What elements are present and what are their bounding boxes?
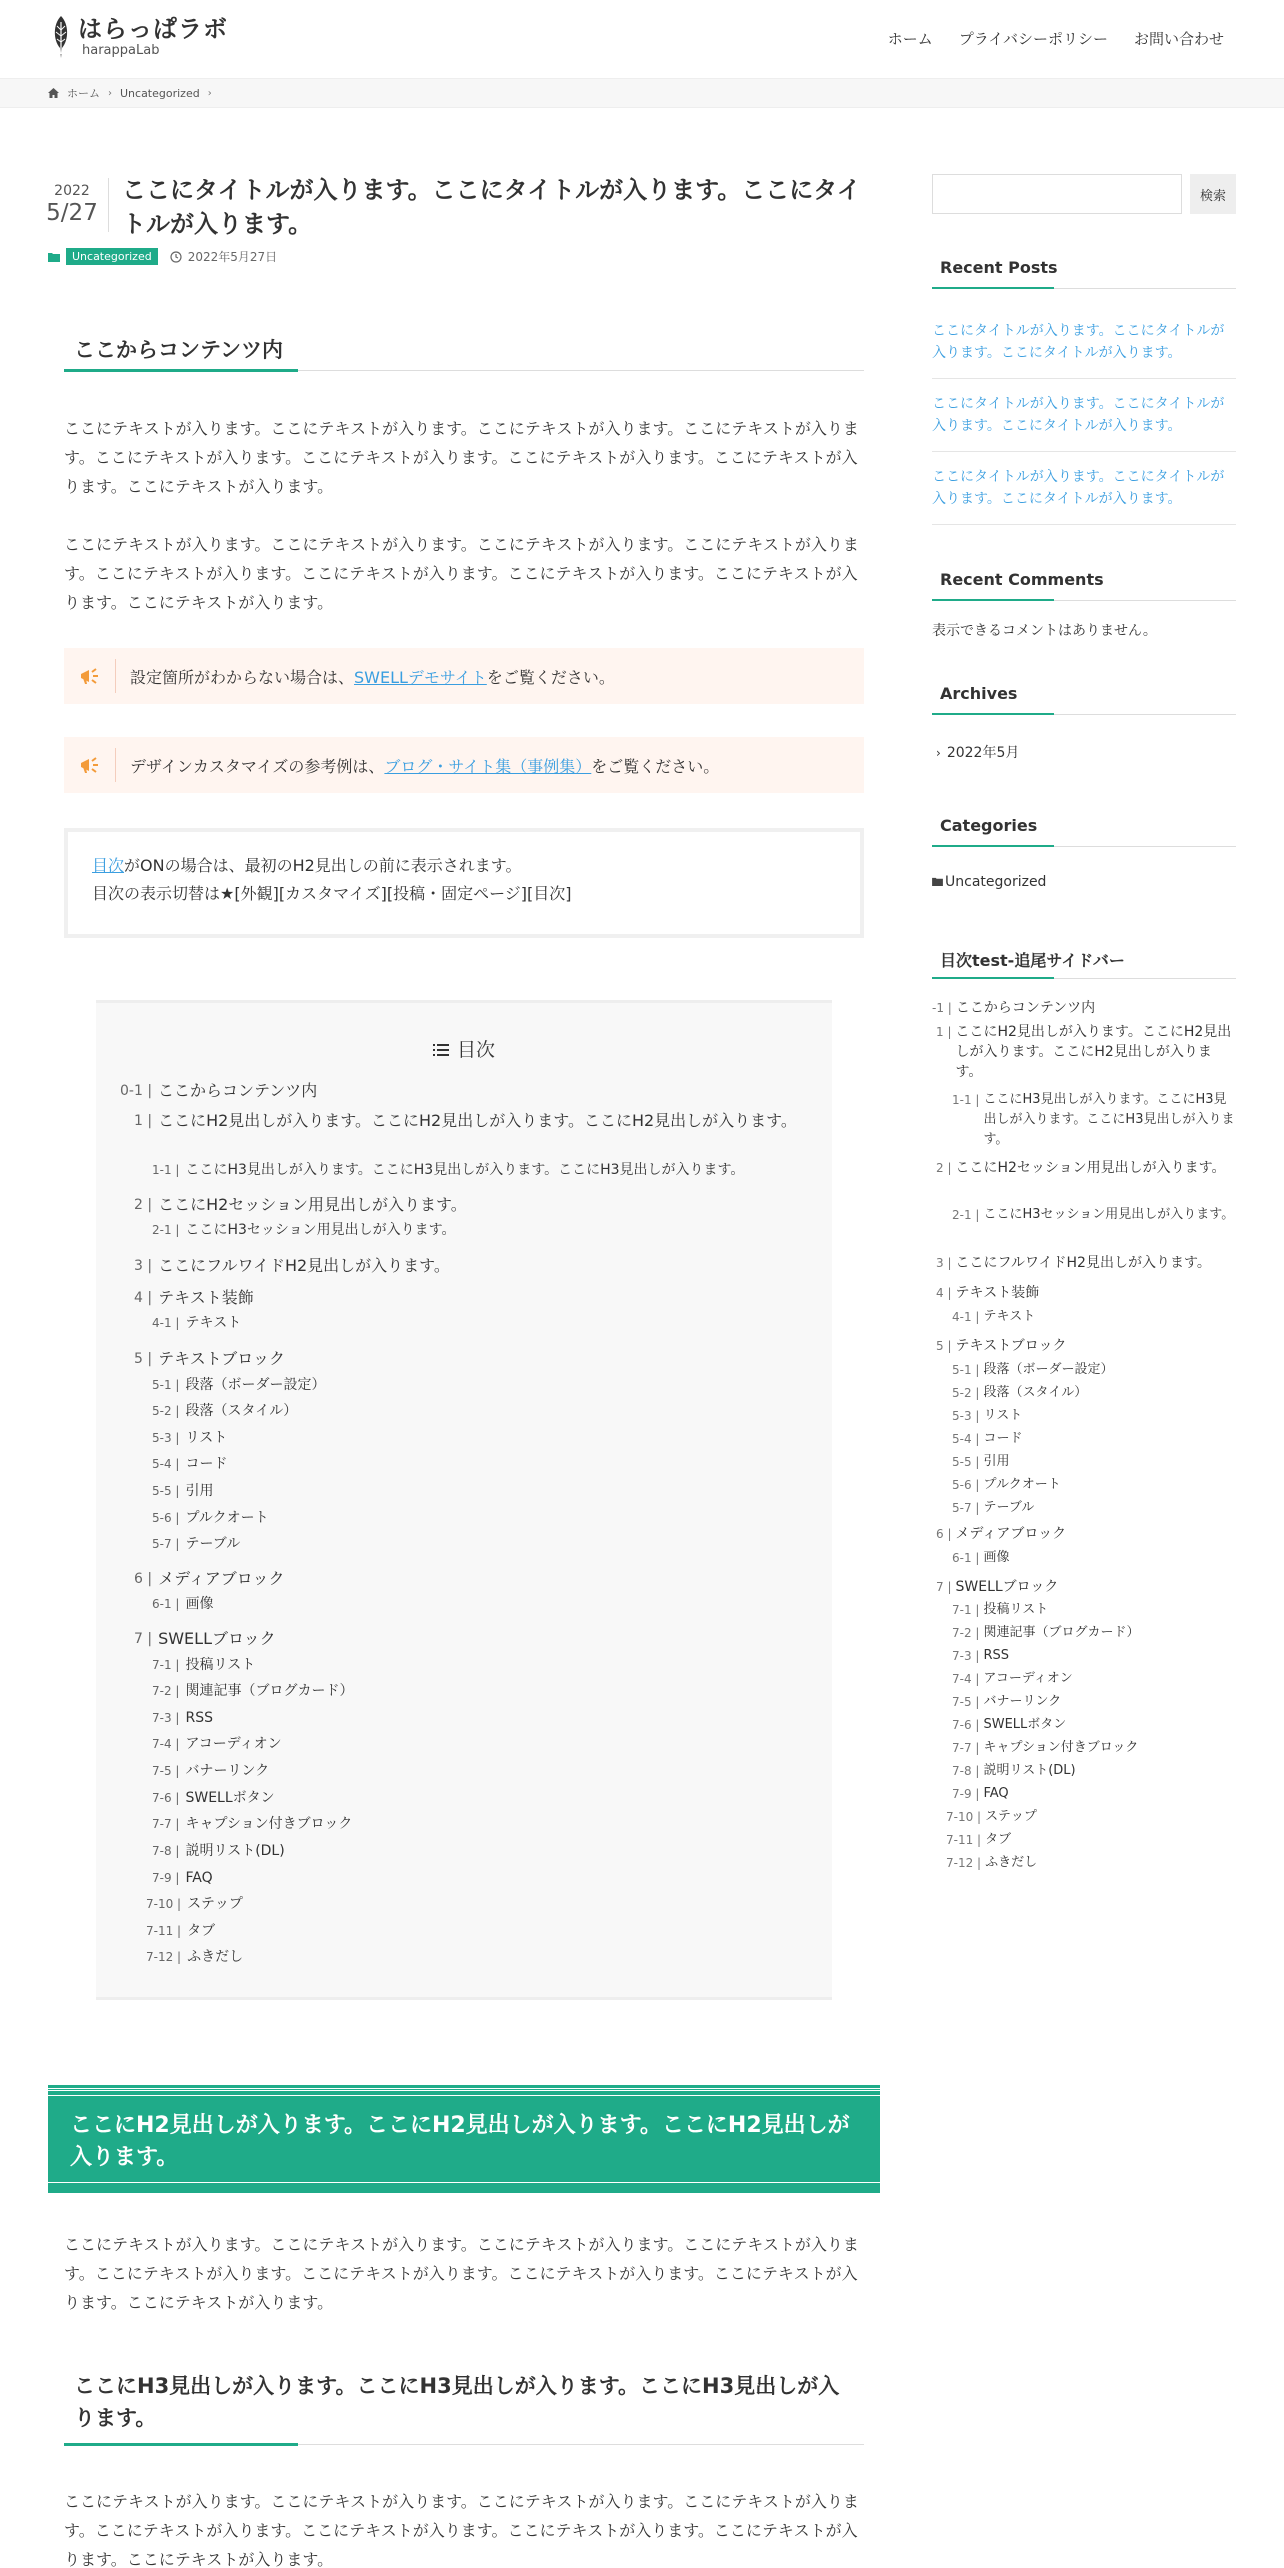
nav-contact[interactable]: お問い合わせ — [1133, 30, 1224, 48]
sidebar-toc-text: 説明リスト(DL) — [983, 1763, 1076, 1778]
megaphone-icon — [64, 659, 116, 693]
sidebar-toc-number: 7-8 | — [952, 1764, 980, 1778]
sidebar-toc-text: タブ — [985, 1832, 1012, 1847]
toc-item-number: 7-7 | — [152, 1817, 180, 1831]
toc-item[interactable] — [120, 1078, 802, 1104]
logo-name-jp: はらっぱラボ — [78, 15, 228, 43]
sidebar-toc-number: 5-3 | — [952, 1409, 980, 1423]
toc-item-number: 7-6 | — [152, 1791, 180, 1805]
toc-item-text: ここにフルワイドH2見出しが入ります。 — [158, 1256, 450, 1275]
toc-item-text: テーブル — [185, 1536, 241, 1552]
toc-item-text: 引用 — [185, 1483, 214, 1499]
sidebar-toc-text: ステップ — [985, 1809, 1037, 1824]
paragraph-2: ここにテキストが入ります。ここにテキストが入ります。ここにテキストが入ります。ここにテキストが入ります。ここにテキストが入ります。ここにテキストが入ります。ここにテキストが入ります。ここにテキストが入ります。ここにテキストが入ります。 — [64, 535, 859, 612]
home-icon — [48, 88, 59, 98]
toc-item-text: ふきだし — [187, 1949, 244, 1965]
heading-accent-line — [64, 369, 298, 372]
feather-logo-icon — [50, 14, 72, 60]
toc-item-text: SWELLブロック — [158, 1629, 276, 1648]
table-of-contents — [96, 1000, 832, 2000]
toc-item-text: キャプション付きブロック — [185, 1816, 353, 1832]
sidebar-toc-text: メディアブロック — [955, 1526, 1067, 1542]
sidebar-toc-number: 5-2 | — [952, 1386, 980, 1400]
sidebar-toc-text: 画像 — [983, 1550, 1010, 1565]
sidebar-toc-item[interactable] — [952, 1475, 1236, 1495]
sidebar-toc-number: 4 | — [936, 1286, 952, 1300]
toc-item[interactable] — [152, 1841, 802, 1861]
archive-link-text: 2022年5月 — [946, 745, 1020, 761]
toc-item[interactable] — [134, 1566, 802, 1592]
toc-item-text: コード — [185, 1456, 228, 1472]
sidebar-toc-item[interactable] — [952, 1761, 1236, 1781]
recent-post-link-1[interactable]: ここにタイトルが入ります。ここにタイトルが入ります。ここにタイトルが入ります。 — [932, 323, 1225, 361]
post-date-month-day: 5/27 — [46, 200, 98, 226]
sidebar-toc-item[interactable] — [952, 1548, 1236, 1568]
post-title: ここにタイトルが入ります。ここにタイトルが入ります。ここにタイトルが入ります。 — [122, 176, 861, 238]
sidebar-toc-number: 6-1 | — [952, 1551, 980, 1565]
toc-item[interactable] — [134, 1192, 802, 1218]
toc-item-text: テキスト装飾 — [158, 1288, 254, 1307]
toc-item[interactable] — [152, 1534, 802, 1554]
toc-item-number: 4-1 | — [152, 1316, 180, 1330]
sidebar-toc-number: 2 | — [936, 1161, 952, 1175]
toc-item-number: 5-2 | — [152, 1404, 180, 1418]
toc-title — [96, 1035, 832, 1062]
toc-item-text: メディアブロック — [158, 1569, 285, 1588]
intro-heading: ここからコンテンツ内 — [74, 338, 283, 362]
recent-post-separator — [932, 524, 1236, 525]
folder-icon — [48, 252, 60, 262]
sidebar-toc-text: 引用 — [983, 1454, 1010, 1469]
sidebar-toc-text: ここにフルワイドH2見出しが入ります。 — [955, 1255, 1211, 1271]
sidebar-toc-item[interactable] — [946, 1830, 1236, 1850]
toc-item-text: 画像 — [185, 1596, 214, 1612]
sidebar-toc-number: 7-6 | — [952, 1718, 980, 1732]
sidebar-toc-text: コード — [983, 1431, 1023, 1446]
site-examples-link[interactable]: ブログ・サイト集（事例集） — [384, 756, 592, 776]
sidebar-toc-item[interactable] — [952, 1498, 1236, 1518]
category-link-text: Uncategorized — [945, 874, 1047, 890]
sidebar-toc-number: 7-11 | — [946, 1833, 982, 1847]
sidebar-toc-text: SWELLブロック — [955, 1579, 1059, 1595]
post-date-box — [46, 182, 98, 226]
sidebar-toc-text: プルクオート — [983, 1477, 1061, 1492]
toc-item[interactable] — [134, 1626, 802, 1652]
sidebar-toc-number: 7-4 | — [952, 1672, 980, 1686]
toc-item-number: 5-5 | — [152, 1484, 180, 1498]
sidebar-toc-text: 投稿リスト — [983, 1602, 1049, 1617]
sidebar-toc-text: キャプション付きブロック — [983, 1740, 1139, 1755]
toc-item-text: テキストブロック — [158, 1349, 285, 1368]
toc-item[interactable] — [134, 1285, 802, 1311]
recent-post-link-3[interactable]: ここにタイトルが入ります。ここにタイトルが入ります。ここにタイトルが入ります。 — [932, 469, 1225, 507]
toc-item-number: 4 | — [134, 1290, 153, 1306]
search-button[interactable]: 検索 — [1190, 174, 1236, 214]
sidebar-toc-number: 1 | — [936, 1025, 952, 1039]
toc-item-number: 6 | — [134, 1571, 153, 1587]
nav-privacy-policy[interactable]: プライバシーポリシー — [958, 30, 1108, 48]
recent-comments-title: Recent Comments — [940, 570, 1104, 589]
toc-item-number: 7-8 | — [152, 1844, 180, 1858]
toc-widget-title: 目次test-追尾サイドバー — [940, 951, 1125, 970]
toc-item[interactable] — [152, 1401, 802, 1421]
sidebar-toc-number: 3 | — [936, 1256, 952, 1270]
sidebar-toc-text: ここからコンテンツ内 — [955, 1000, 1096, 1016]
swell-demo-link[interactable]: SWELLデモサイト — [354, 667, 487, 687]
sidebar-toc-item[interactable] — [936, 1253, 1236, 1273]
no-comments-text: 表示できるコメントはありません。 — [932, 623, 1157, 639]
sidebar-toc-number: 5-6 | — [952, 1478, 980, 1492]
toc-item[interactable] — [152, 1508, 802, 1528]
sidebar-toc-item[interactable] — [936, 1283, 1236, 1303]
sidebar-toc-item[interactable] — [952, 1429, 1236, 1449]
sidebar-toc-text: テキスト — [983, 1309, 1036, 1324]
caption-text-1 — [130, 665, 615, 688]
toc-item[interactable] — [152, 1681, 802, 1701]
sidebar-toc-number: 7-9 | — [952, 1787, 980, 1801]
sidebar-toc-number: 7-2 | — [952, 1626, 980, 1640]
sidebar-toc-item[interactable] — [952, 1623, 1236, 1643]
toc-note-link[interactable]: 目次 — [92, 856, 125, 875]
sidebar-toc-text: テキストブロック — [955, 1338, 1067, 1354]
sidebar-toc-text: テーブル — [983, 1500, 1035, 1515]
sidebar-toc-text: ここにH3見出しが入ります。ここにH3見出しが入ります。ここにH3見出しが入ります。 — [983, 1092, 1235, 1147]
widget-accent-line — [932, 845, 1054, 847]
toc-item-text: 説明リスト(DL) — [185, 1843, 285, 1859]
toc-item[interactable] — [152, 1375, 802, 1395]
note-line-1 — [92, 852, 836, 880]
global-nav — [888, 28, 1224, 49]
sidebar-toc-number: 6 | — [936, 1527, 952, 1541]
toc-item-number: 1-1 | — [152, 1163, 180, 1177]
toc-item-number: 7-4 | — [152, 1737, 180, 1751]
archive-link-2022-05[interactable] — [932, 742, 1019, 762]
sidebar-toc-number: 7-3 | — [952, 1649, 980, 1663]
sidebar-toc-number: 5-7 | — [952, 1501, 980, 1515]
toc-item-text: 段落（スタイル） — [185, 1403, 298, 1419]
toc-item-text: 関連記事（ブログカード） — [185, 1683, 354, 1699]
note-line-1-text: がONの場合は、最初のH2見出しの前に表示されます。 — [124, 856, 522, 875]
breadcrumb-home[interactable]: ホーム — [67, 87, 100, 100]
chevron-right-icon: › — [207, 87, 212, 99]
sidebar-toc-number: 1-1 | — [952, 1093, 980, 1107]
sidebar-toc-text: RSS — [983, 1648, 1010, 1663]
toc-item-text: タブ — [187, 1923, 216, 1939]
sidebar-toc-number: 7-1 | — [952, 1603, 980, 1617]
toc-item[interactable] — [152, 1788, 802, 1808]
widget-accent-line — [932, 599, 1054, 601]
archives-title: Archives — [940, 684, 1018, 703]
sidebar-toc-item[interactable] — [936, 1577, 1236, 1597]
toc-item-text: ここにH3セッション用見出しが入ります。 — [185, 1222, 456, 1238]
site-header — [0, 0, 1284, 78]
logo-text — [78, 15, 228, 59]
sidebar-toc-number: 7 | — [936, 1580, 952, 1594]
sidebar-toc-item[interactable] — [952, 1360, 1236, 1380]
toc-note-box — [64, 828, 864, 938]
nav-home[interactable]: ホーム — [887, 30, 933, 48]
sidebar-toc-item[interactable] — [946, 1807, 1236, 1827]
sidebar-toc-text: ふきだし — [985, 1855, 1038, 1870]
toc-item-text: ここにH2セッション用見出しが入ります。 — [158, 1195, 467, 1214]
toc-item[interactable] — [152, 1220, 802, 1240]
intro-heading-block — [64, 336, 864, 364]
sidebar-toc-text: 関連記事（ブログカード） — [983, 1625, 1140, 1640]
sidebar-toc-item[interactable] — [936, 1336, 1236, 1356]
sidebar-toc-item[interactable] — [952, 1383, 1236, 1403]
folder-icon — [932, 877, 943, 886]
toc-item-number: 7-9 | — [152, 1871, 180, 1885]
sidebar-toc-item[interactable] — [952, 1692, 1236, 1712]
sidebar-toc-text: ここにH3セッション用見出しが入ります。 — [983, 1207, 1235, 1222]
category-badge[interactable]: Uncategorized — [66, 248, 158, 265]
sidebar-toc-item[interactable] — [946, 1853, 1236, 1873]
toc-item-number: 2 | — [134, 1197, 153, 1213]
caption-box-2 — [64, 737, 864, 793]
sidebar-toc-item[interactable] — [952, 1646, 1236, 1666]
sidebar-toc-number: 5-5 | — [952, 1455, 980, 1469]
toc-item[interactable] — [134, 1253, 802, 1279]
chevron-right-icon: › — [936, 746, 941, 760]
toc-item[interactable] — [152, 1708, 802, 1728]
toc-item-text: RSS — [185, 1710, 213, 1726]
toc-item[interactable] — [134, 1108, 802, 1134]
breadcrumb — [0, 78, 1284, 108]
sidebar-toc-text: テキスト装飾 — [955, 1285, 1040, 1301]
sidebar-toc-text: ここにH2見出しが入ります。ここにH2見出しが入ります。ここにH2見出しが入ります。 — [955, 1024, 1232, 1080]
sidebar-toc-text: FAQ — [983, 1786, 1009, 1801]
sidebar-toc-item[interactable] — [932, 998, 1236, 1018]
toc-item-text: アコーディオン — [185, 1736, 282, 1752]
h3-accent-line — [64, 2443, 298, 2446]
toc-item-number: 2-1 | — [152, 1223, 180, 1237]
sidebar-toc-number: 5 | — [936, 1339, 952, 1353]
toc-item-number: 7-3 | — [152, 1711, 180, 1725]
toc-item-number: 5-7 | — [152, 1537, 180, 1551]
toc-item-text: FAQ — [185, 1870, 213, 1886]
h3-heading: ここにH3見出しが入ります。ここにH3見出しが入ります。ここにH3見出しが入ります。 — [74, 2374, 840, 2430]
toc-item-number: 5 | — [134, 1351, 153, 1367]
sidebar-toc-number: 2-1 | — [952, 1208, 980, 1222]
toc-item[interactable] — [152, 1428, 802, 1448]
paragraph-4: ここにテキストが入ります。ここにテキストが入ります。ここにテキストが入ります。ここにテキストが入ります。ここにテキストが入ります。ここにテキストが入ります。ここにテキストが入ります。ここにテキストが入ります。ここにテキストが入ります。 — [64, 2492, 859, 2568]
sidebar-toc-item[interactable] — [952, 1669, 1236, 1689]
sidebar-toc-item[interactable] — [952, 1205, 1236, 1225]
h2-heading-text: ここにH2見出しが入ります。ここにH2見出しが入ります。ここにH2見出しが入ります。 — [48, 2095, 880, 2183]
chevron-right-icon: › — [108, 87, 112, 99]
sidebar-toc-number: 7-10 | — [946, 1810, 982, 1824]
toc-item-number: 5-1 | — [152, 1378, 180, 1392]
toc-item-number: 7-11 | — [146, 1924, 182, 1938]
sidebar-toc-number: 4-1 | — [952, 1310, 980, 1324]
toc-item-text: ここからコンテンツ内 — [158, 1081, 318, 1100]
sidebar-toc-item[interactable] — [952, 1406, 1236, 1426]
caption-text-2 — [130, 754, 719, 777]
toc-item-text: 段落（ボーダー設定） — [185, 1377, 326, 1393]
category-link-uncategorized[interactable] — [932, 874, 1046, 890]
sidebar-toc-text: アコーディオン — [983, 1671, 1073, 1686]
clock-icon — [170, 251, 182, 263]
h2-heading-band — [48, 2088, 880, 2190]
recent-post-separator — [932, 451, 1236, 452]
site-logo[interactable] — [50, 14, 228, 60]
sidebar-toc-text: 段落（スタイル） — [983, 1385, 1088, 1400]
toc-item[interactable] — [134, 1346, 802, 1372]
toc-item-number: 5-3 | — [152, 1431, 180, 1445]
recent-post-separator — [932, 378, 1236, 379]
toc-item-text: ここにH3見出しが入ります。ここにH3見出しが入ります。ここにH3見出しが入ります。 — [185, 1162, 745, 1178]
toc-item[interactable] — [152, 1814, 802, 1834]
sidebar-toc-item[interactable] — [936, 1158, 1236, 1178]
toc-item-text: ステップ — [187, 1896, 243, 1912]
toc-item-number: 7-12 | — [146, 1950, 182, 1964]
toc-item-text: テキスト — [185, 1315, 242, 1331]
toc-item[interactable] — [152, 1594, 802, 1614]
widget-accent-line — [932, 713, 1054, 715]
logo-name-en: harappaLab — [82, 43, 160, 58]
toc-item[interactable] — [152, 1655, 802, 1675]
sidebar-toc-item[interactable] — [952, 1090, 1236, 1150]
breadcrumb-category[interactable]: Uncategorized — [120, 86, 200, 100]
sidebar-toc-item[interactable] — [952, 1738, 1236, 1758]
paragraph-1: ここにテキストが入ります。ここにテキストが入ります。ここにテキストが入ります。ここにテキストが入ります。ここにテキストが入ります。ここにテキストが入ります。ここにテキストが入ります。ここにテキストが入ります。ここにテキストが入ります。 — [64, 419, 859, 496]
sidebar-toc-item[interactable] — [952, 1307, 1236, 1327]
caption-2-text-before: デザインカスタマイズの参考例は、 — [130, 756, 385, 776]
caption-2-text-after: をご覧ください。 — [591, 756, 720, 776]
sidebar-toc-number: 5-4 | — [952, 1432, 980, 1446]
sidebar-toc-number: 7-7 | — [952, 1741, 980, 1755]
categories-title: Categories — [940, 816, 1038, 835]
sidebar-toc-text: SWELLボタン — [983, 1717, 1067, 1732]
toc-item-number: 5-6 | — [152, 1511, 180, 1525]
toc-item-number: 7-10 | — [146, 1897, 182, 1911]
widget-accent-line — [932, 977, 1054, 979]
toc-item-text: SWELLボタン — [185, 1790, 275, 1806]
list-icon — [433, 1043, 449, 1057]
recent-posts-title: Recent Posts — [940, 258, 1058, 277]
toc-item-number: 5-4 | — [152, 1457, 180, 1471]
toc-item-number: 7 | — [134, 1631, 153, 1647]
search-input[interactable] — [932, 174, 1182, 214]
sidebar-toc-item[interactable] — [952, 1784, 1236, 1804]
toc-item[interactable] — [146, 1947, 802, 1967]
caption-box-1 — [64, 648, 864, 704]
megaphone-icon — [64, 748, 116, 782]
toc-title-text: 目次 — [456, 1039, 495, 1061]
sidebar-toc-number: 5-1 | — [952, 1363, 980, 1377]
note-line-2: 目次の表示切替は★[外観][カスタマイズ][投稿・固定ページ][目次] — [92, 884, 572, 903]
toc-item-number: 3 | — [134, 1258, 153, 1274]
toc-item-text: プルクオート — [185, 1510, 269, 1526]
sidebar-toc-item[interactable] — [936, 1524, 1236, 1544]
toc-item-number: 0-1 | — [120, 1083, 153, 1099]
sidebar-toc-text: リスト — [983, 1408, 1023, 1423]
toc-item-number: 6-1 | — [152, 1597, 180, 1611]
toc-item-number: 7-2 | — [152, 1684, 180, 1698]
toc-item-number: 7-1 | — [152, 1658, 180, 1672]
toc-item[interactable] — [146, 1894, 802, 1914]
toc-item-number: 7-5 | — [152, 1764, 180, 1778]
sidebar-toc-item[interactable] — [936, 1022, 1236, 1082]
sidebar-toc-item[interactable] — [952, 1452, 1236, 1472]
date-divider — [108, 178, 109, 232]
sidebar-toc-text: 段落（ボーダー設定） — [983, 1362, 1114, 1377]
sidebar-toc-number: -1 | — [932, 1001, 952, 1015]
caption-1-text-before: 設定箇所がわからない場合は、 — [130, 667, 355, 687]
recent-post-link-2[interactable]: ここにタイトルが入ります。ここにタイトルが入ります。ここにタイトルが入ります。 — [932, 396, 1225, 434]
caption-1-text-after: をご覧ください。 — [486, 667, 615, 687]
toc-item[interactable] — [146, 1921, 802, 1941]
post-meta — [48, 248, 277, 265]
widget-accent-line — [932, 287, 1054, 289]
sidebar-toc-text: ここにH2セッション用見出しが入ります。 — [955, 1160, 1226, 1176]
published-date: 2022年5月27日 — [187, 250, 278, 264]
toc-item[interactable] — [152, 1454, 802, 1474]
sidebar-toc-item[interactable] — [952, 1715, 1236, 1735]
toc-item-text: リスト — [185, 1430, 228, 1446]
toc-item[interactable] — [152, 1868, 802, 1888]
toc-item[interactable] — [152, 1160, 802, 1180]
sidebar-toc-number: 7-12 | — [946, 1856, 982, 1870]
sidebar-toc-text: バナーリンク — [983, 1694, 1062, 1709]
sidebar-toc-number: 7-5 | — [952, 1695, 980, 1709]
toc-item[interactable] — [152, 1734, 802, 1754]
toc-item-number: 1 | — [134, 1113, 153, 1129]
paragraph-3: ここにテキストが入ります。ここにテキストが入ります。ここにテキストが入ります。ここにテキストが入ります。ここにテキストが入ります。ここにテキストが入ります。ここにテキストが入ります。ここにテキストが入ります。ここにテキストが入ります。 — [64, 2235, 859, 2312]
toc-item[interactable] — [152, 1313, 802, 1333]
toc-item-text: ここにH2見出しが入ります。ここにH2見出しが入ります。ここにH2見出しが入ります。 — [158, 1111, 797, 1130]
toc-item[interactable] — [152, 1761, 802, 1781]
post-date-year: 2022 — [54, 183, 90, 199]
toc-item-text: バナーリンク — [185, 1763, 270, 1779]
sidebar-toc-item[interactable] — [952, 1600, 1236, 1620]
toc-item-text: 投稿リスト — [185, 1657, 256, 1673]
toc-item[interactable] — [152, 1481, 802, 1501]
